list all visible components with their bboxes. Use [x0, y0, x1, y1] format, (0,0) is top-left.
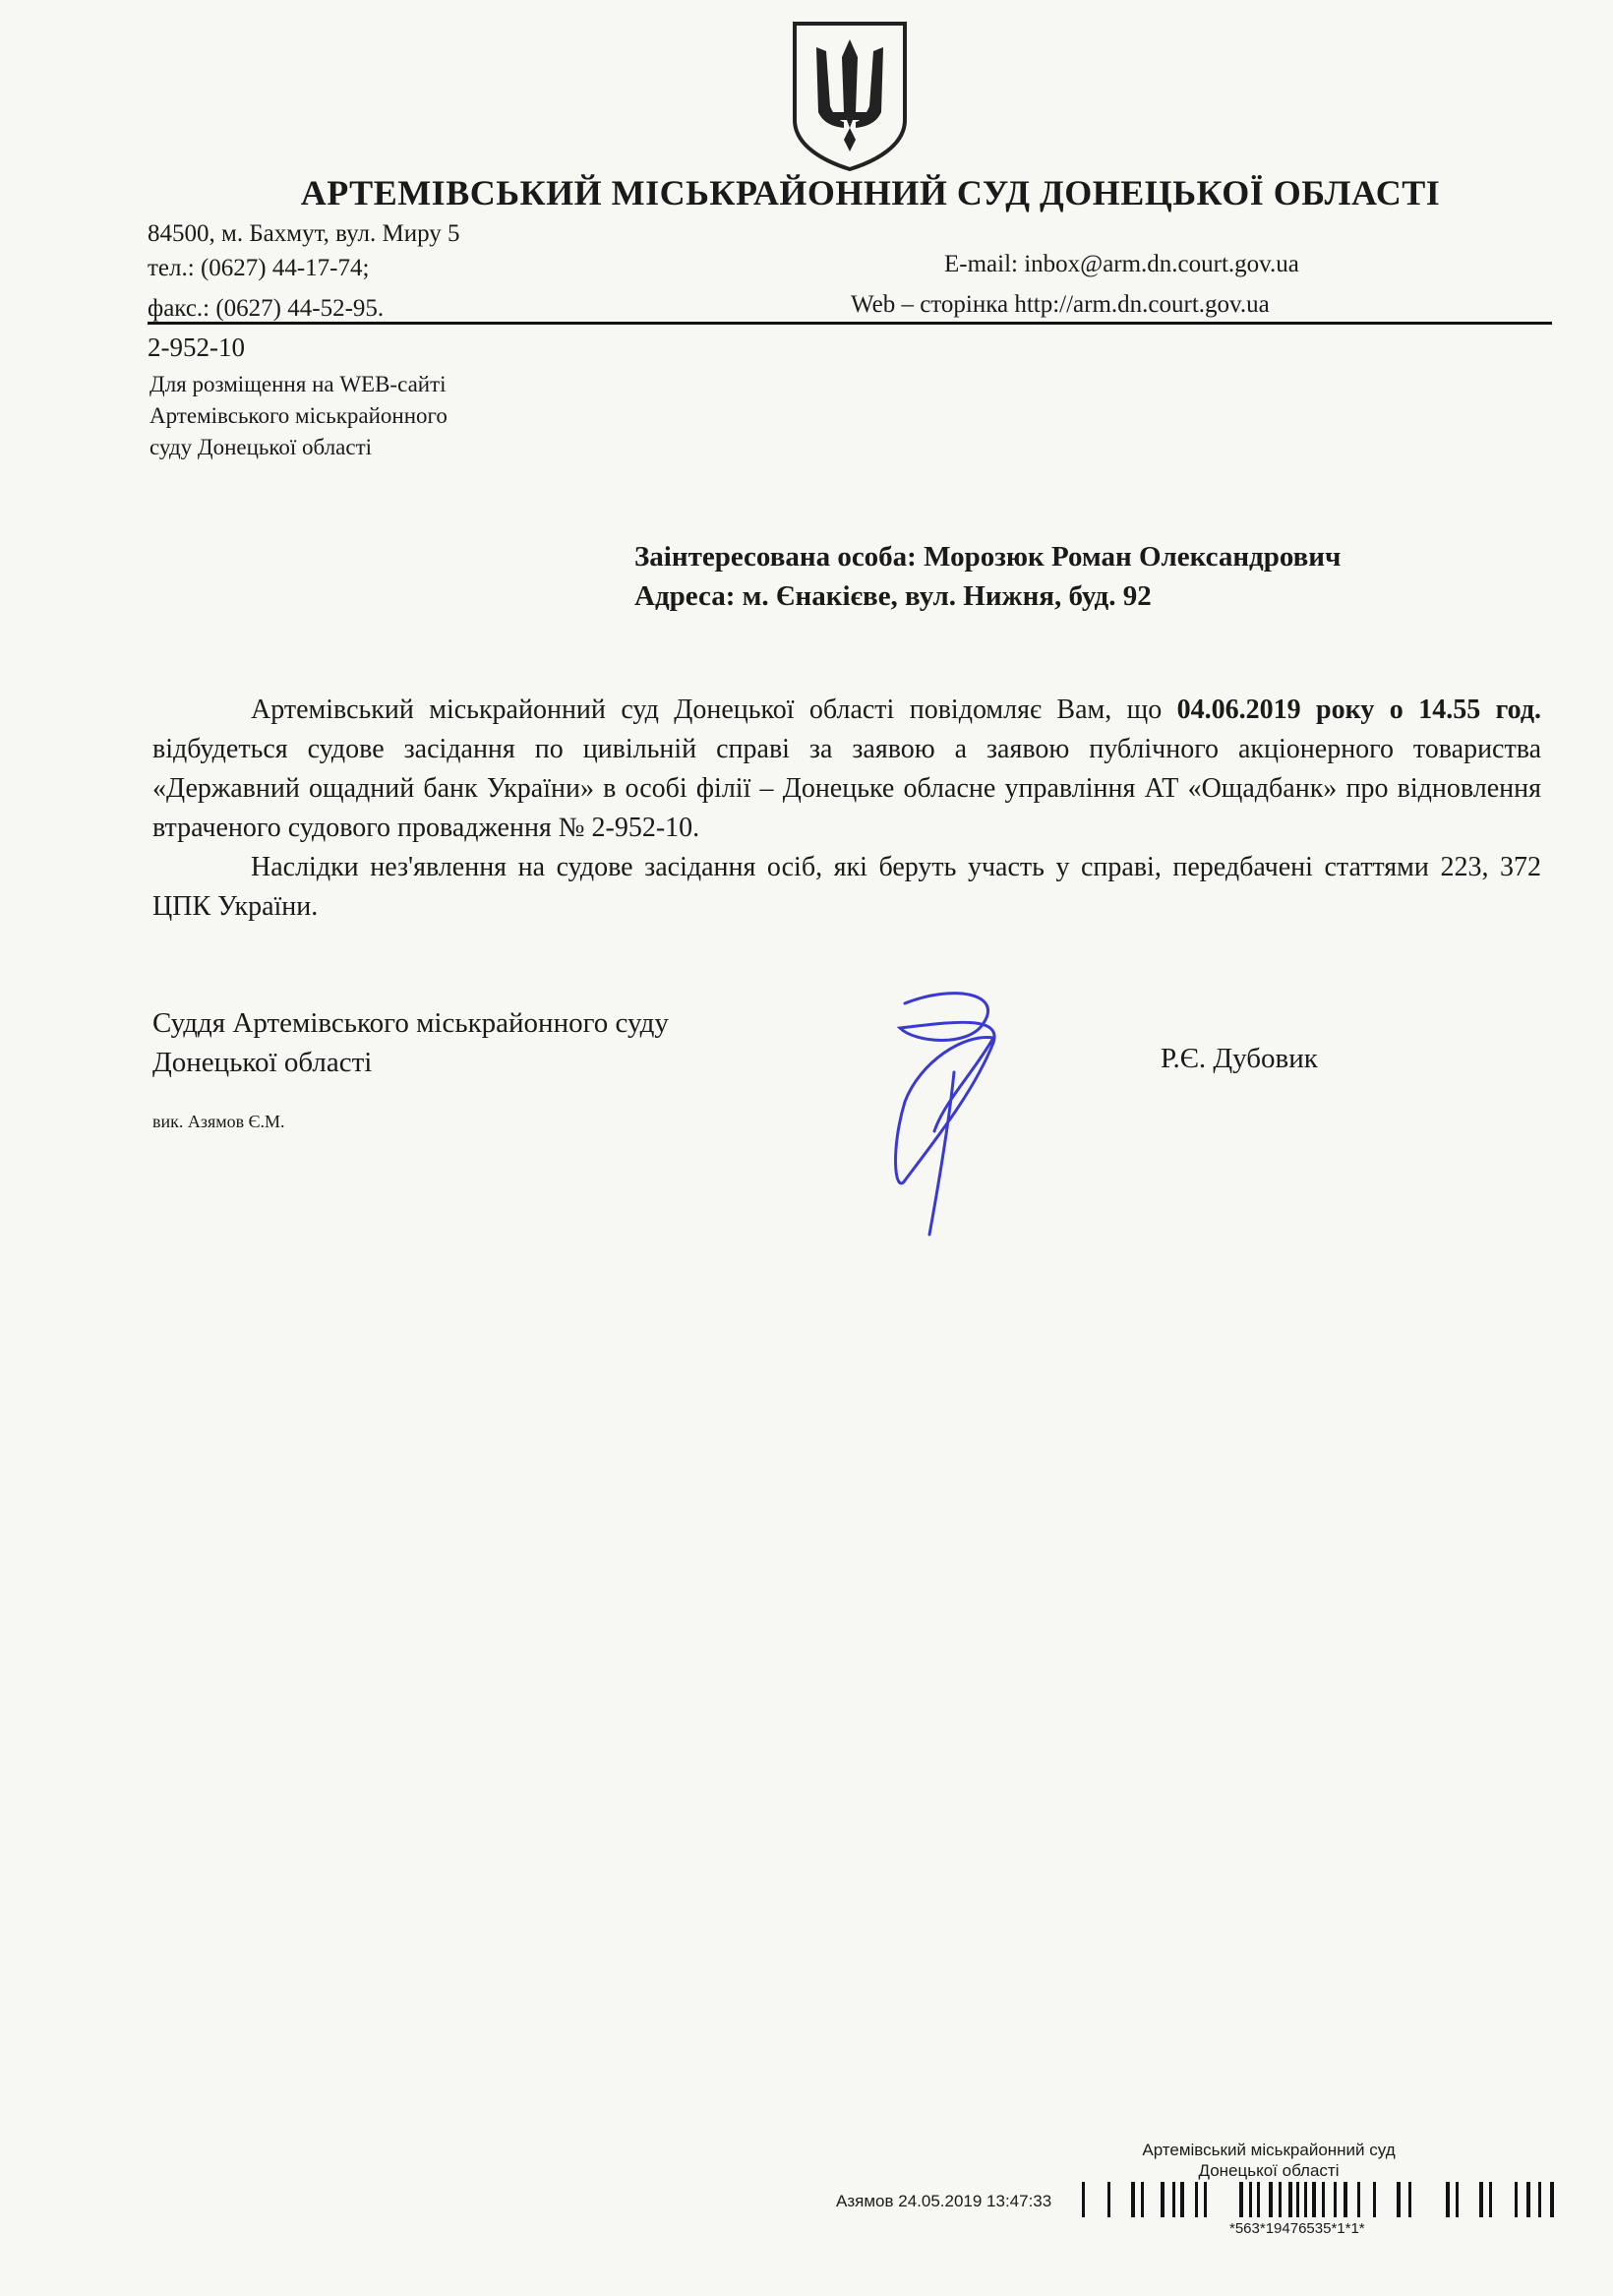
placement-note-line: суду Донецької області	[149, 435, 373, 459]
stamp-court-line: Артемівський міськрайонний суд	[1142, 2141, 1396, 2159]
court-fax: факс.: (0627) 44-52-95.	[148, 295, 385, 322]
judge-title-line: Донецької області	[152, 1047, 373, 1078]
registration-stamp-meta: Азямов 24.05.2019 13:47:33	[836, 2192, 1052, 2210]
barcode-icon	[1082, 2182, 1564, 2217]
judge-title	[152, 1003, 669, 1082]
executor-note: вик. Азямов Є.М.	[152, 1112, 285, 1131]
addressee-person: Заінтересована особа: Морозюк Роман Олександрович	[634, 541, 1342, 573]
registration-stamp-court	[1072, 2140, 1465, 2181]
notice-paragraph	[152, 691, 1541, 848]
judge-name: Р.Є. Дубовик	[1161, 1043, 1318, 1074]
court-title: АРТЕМІВСЬКИЙ МІСЬКРАЙОННИЙ СУД ДОНЕЦЬКОЇ ОБЛАСТІ	[300, 173, 1441, 212]
coat-of-arms-icon	[787, 18, 913, 171]
placement-note-line: Для розміщення на WEB-сайті	[149, 372, 447, 396]
consequences-paragraph: Наслідки нез'явлення на судове засідання осіб, які беруть участь у справі, передбачені статтями 223, 372 ЦПК України.	[152, 852, 1541, 922]
hearing-datetime: 04.06.2019 року о 14.55 год.	[1176, 695, 1541, 725]
placement-note-line: Артемівського міськрайонного	[149, 403, 448, 428]
barcode-number: *563*19476535*1*1*	[1229, 2220, 1365, 2237]
judge-title-line: Суддя Артемівського міськрайонного суду	[152, 1007, 669, 1039]
stamp-court-line: Донецької області	[1198, 2161, 1340, 2180]
header-divider	[148, 322, 1552, 325]
notice-body	[152, 691, 1541, 927]
addressee-address: Адреса: м. Єнакієве, вул. Нижня, буд. 92	[634, 580, 1152, 612]
court-website: Web – сторінка http://arm.dn.court.gov.ua	[851, 291, 1270, 318]
case-number: 2-952-10	[148, 332, 245, 362]
court-email: E-mail: inbox@arm.dn.court.gov.ua	[944, 251, 1299, 277]
court-phone: тел.: (0627) 44-17-74;	[148, 255, 370, 281]
handwritten-signature	[875, 984, 1033, 1239]
notice-text: відбудеться судове засідання по цивільній справі за заявою а заявою публічного акціонерного товариства «Державний ощадний банк України» в особі філії – Донецьке обласне управління АТ «Ощадбанк» про відновлення втраченого судового провадження № 2-952-10.	[152, 734, 1541, 843]
notice-text: Артемівський міськрайонний суд Донецької області повідомляє Вам, що	[251, 695, 1177, 725]
court-address: 84500, м. Бахмут, вул. Миру 5	[148, 220, 460, 247]
